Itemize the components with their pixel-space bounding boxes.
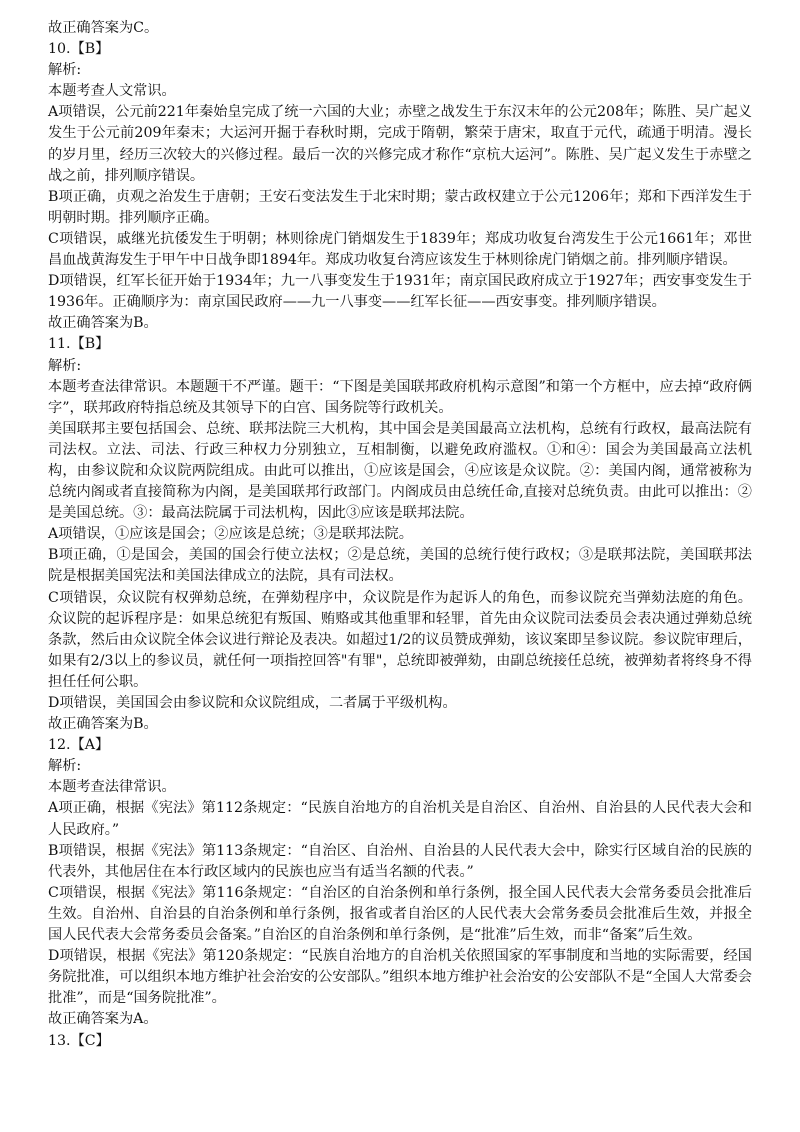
topic-line: 本题考查法律常识。 [48,779,176,796]
question-number-12: 12.【A】 [48,737,110,754]
analysis-heading: 解析: [48,758,82,775]
option-a-explanation: A项正确，根据《宪法》第112条规定：“民族自治地方的自治机关是自治区、自治州、自治县的人民代表大会和人民政府。” [48,800,752,838]
option-b-explanation: B项正确，①是国会，美国的国会行使立法权；②是总统，美国的总统行使行政权；③是联邦法院，美国联邦法院是根据美国宪法和美国法律成立的法院，具有司法权。 [48,547,752,585]
option-d-explanation: D项错误，根据《宪法》第120条规定：“民族自治地方的自治机关依照国家的军事制度和当地的实际需要，经国务院批准，可以组织本地方维护社会治安的公安部队。”组织本地方维护社会治安的公安部队不是“全国人大常委会批准”，而是“国务院批准”。 [48,948,752,1007]
answer-line-12: 故正确答案为A。 [48,1011,158,1028]
question-number-11: 11.【B】 [48,336,110,353]
option-a-explanation: A项错误，①应该是国会；②应该是总统；③是联邦法院。 [48,526,413,543]
answer-line-9: 故正确答案为C。 [48,20,159,36]
topic-line: 本题考查人文常识。 [48,83,176,100]
answer-line-10: 故正确答案为B。 [48,315,158,332]
analysis-heading: 解析: [48,62,82,79]
option-a-explanation: A项错误，公元前221年秦始皇完成了统一六国的大业；赤壁之战发生于东汉末年的公元208年；陈胜、吴广起义发生于公元前209年秦末；大运河开掘于春秋时期，完成于隋朝，繁荣于唐宋，取直于元代，疏通于明清。漫长的岁月里，经历三次较大的兴修过程。最后一次的兴修完成才称作“京杭大运河”。陈胜、吴广起义发生于赤壁之战之前，排列顺序错误。 [48,104,752,184]
option-b-explanation: B项错误，根据《宪法》第113条规定：“自治区、自治州、自治县的人民代表大会中，除实行区域自治的民族的代表外，其他居住在本行政区域内的民族也应当有适当名额的代表。” [48,842,752,880]
option-d-explanation: D项错误，美国国会由参议院和众议院组成，二者属于平级机构。 [48,695,457,711]
option-d-explanation: D项错误，红军长征开始于1934年；九一八事变发生于1931年；南京国民政府成立于1927年；西安事变发生于1936年。正确顺序为：南京国民政府——九一八事变——红军长征——西安事变。排列顺序错误。 [48,273,752,311]
analysis-heading: 解析: [48,357,82,374]
option-c-explanation: C项错误，戚继光抗倭发生于明朝；林则徐虎门销烟发生于1839年；郑成功收复台湾发生于公元1661年；邓世昌血战黄海发生于甲午中日战争即1894年。郑成功收复台湾应该发生于林则徐虎门销烟之前。排列顺序错误。 [48,230,752,269]
background-paragraph: 美国联邦主要包括国会、总统、联邦法院三大机构，其中国会是美国最高立法机构，总统有行政权，最高法院有司法权。立法、司法、行政三种权力分别独立，互相制衡，以避免政府滥权。①和④：国会为美国最高立法机构，由参议院和众议院两院组成。由此可以推出，①应该是国会，④应该是众议院。②：美国内阁，通常被称为总统内阁或者直接简称为内阁，是美国联邦行政部门。内阁成员由总统任命,直接对总统负责。由此可以推出：②是美国总统。③：最高法院属于司法机构，因此③应该是联邦法院。 [48,420,752,522]
topic-line: 本题考查法律常识。本题题干不严谨。题干：“下图是美国联邦政府机构示意图”和第一个方框中，应去掉“政府俩字”，联邦政府特指总统及其领导下的白宫、国务院等行政机关。 [48,378,752,416]
option-c-explanation: C项错误，根据《宪法》第116条规定：“自治区的自治条例和单行条例，报全国人民代表大会常务委员会批准后生效。自治州、自治县的自治条例和单行条例，报省或者自治区的人民代表大会常务委员会批准后生效，并报全国人民代表大会常务委员会备案。”自治区的自治条例和单行条例，是“批准”后生效，而非“备案”后生效。 [48,884,752,944]
option-b-explanation: B项正确，贞观之治发生于唐朝；王安石变法发生于北宋时期；蒙古政权建立于公元1206年；郑和下西洋发生于明朝时期。排列顺序正确。 [48,188,752,226]
option-c-explanation: C项错误，众议院有权弹劾总统，在弹劾程序中，众议院是作为起诉人的角色，而参议院充当弹劾法庭的角色。众议院的起诉程序是：如果总统犯有叛国、贿赂或其他重罪和轻罪，首先由众议院司法委员会表决通过弹劾总统条款，然后由众议院全体会议进行辩论及表决。如超过1/2的议员赞成弹劾，该议案即呈参议院。参议院审理后，如果有2/3以上的参议员，就任何一项指控回答"有罪"，总统即被弹劾，由副总统接任总统，被弹劾者将终身不得担任任何公职。 [48,589,752,690]
question-number-13: 13.【C】 [48,1032,110,1049]
answer-line-11: 故正确答案为B。 [48,716,158,733]
question-number-10: 10.【B】 [48,41,110,58]
